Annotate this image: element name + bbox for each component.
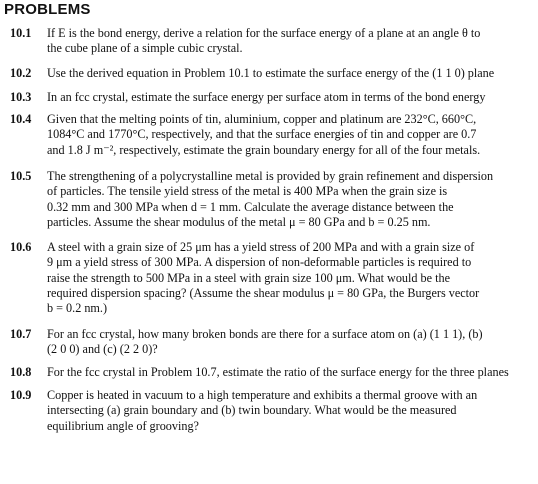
problem-text-line: 9 μm a yield stress of 300 MPa. A dispersion of non-deformable particles is required to bbox=[47, 255, 472, 270]
problem-text-line: The strengthening of a polycrystalline metal is provided by grain refinement and dispersion bbox=[47, 169, 494, 183]
problem-number: 10.8 bbox=[10, 365, 32, 379]
problem-text-line: Use the derived equation in Problem 10.1 to estimate the surface energy of the (1 1 0) plane bbox=[47, 66, 495, 80]
problem-number: 10.2 bbox=[10, 66, 32, 80]
problem-text-line: required dispersion spacing? (Assume the shear modulus μ = 80 GPa, the Burgers vector bbox=[47, 285, 480, 300]
problem-number: 10.7 bbox=[10, 327, 32, 341]
problem-text-line: the cube plane of a simple cubic crystal. bbox=[47, 41, 243, 56]
problem-number: 10.3 bbox=[10, 90, 32, 104]
problem-text-line: 1084°C and 1770°C, respectively, and that the surface energies of tin and copper are 0.7 bbox=[47, 127, 477, 142]
problem-text-line: For the fcc crystal in Problem 10.7, estimate the ratio of the surface energy for the three planes bbox=[47, 365, 509, 379]
section-heading: PROBLEMS bbox=[4, 1, 91, 18]
problem-text-line: b = 0.2 nm.) bbox=[47, 301, 108, 316]
problem-text-line: Given that the melting points of tin, aluminium, copper and platinum are 232°C, 660°C, bbox=[47, 112, 477, 126]
problem-text-line: (2 0 0) and (c) (2 2 0)? bbox=[47, 342, 158, 357]
problem-text-line: equilibrium angle of grooving? bbox=[47, 418, 199, 433]
problem-text-line: particles. Assume the shear modulus of the metal μ = 80 GPa and b = 0.25 nm. bbox=[47, 214, 431, 229]
problem-number: 10.4 bbox=[10, 112, 32, 126]
problem-text-line: Copper is heated in vacuum to a high temperature and exhibits a thermal groove with an bbox=[47, 388, 478, 402]
problem-number: 10.1 bbox=[10, 26, 32, 40]
problem-number: 10.6 bbox=[10, 240, 32, 254]
problem-text-line: In an fcc crystal, estimate the surface energy per surface atom in terms of the bond energy bbox=[47, 90, 486, 104]
problem-text-line: A steel with a grain size of 25 μm has a yield stress of 200 MPa and with a grain size of bbox=[47, 240, 475, 254]
problem-text-line: and 1.8 J m⁻², respectively, estimate the grain boundary energy for all of the four metals. bbox=[47, 142, 481, 157]
problem-text-line: If E is the bond energy, derive a relation for the surface energy of a plane at an angle θ to bbox=[47, 26, 481, 40]
problem-text-line: 0.32 mm and 300 MPa when d = 1 mm. Calculate the average distance between the bbox=[47, 199, 454, 214]
problem-text-line: For an fcc crystal, how many broken bonds are there for a surface atom on (a) (1 1 1), (b) bbox=[47, 327, 483, 341]
problem-text-line: intersecting (a) grain boundary and (b) twin boundary. What would be the measured bbox=[47, 403, 457, 418]
problem-number: 10.9 bbox=[10, 388, 32, 402]
problem-text-line: raise the strength to 500 MPa in a steel with grain size 100 μm. What would be the bbox=[47, 270, 450, 285]
problem-number: 10.5 bbox=[10, 169, 32, 183]
problem-text-line: of particles. The tensile yield stress of the metal is 400 MPa when the grain size is bbox=[47, 184, 448, 199]
